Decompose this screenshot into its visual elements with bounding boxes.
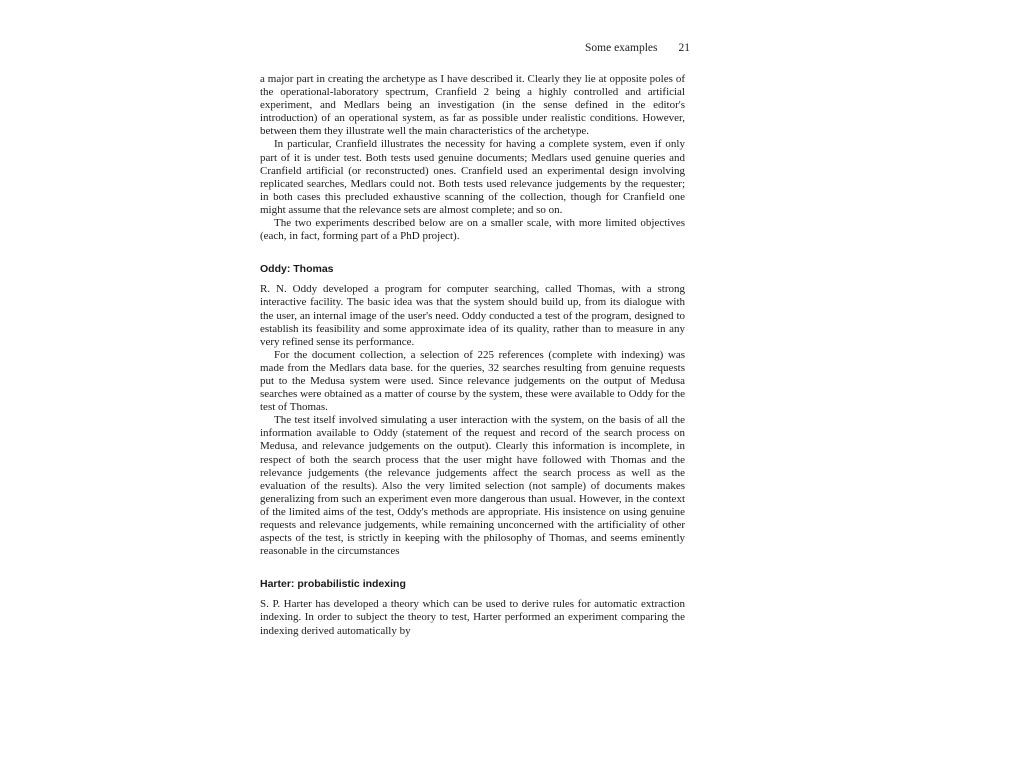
paragraph: The two experiments described below are on a smaller scale, with more limited objectives (each, in fact, forming part of a PhD project). [260,217,685,243]
paragraph: R. N. Oddy developed a program for computer searching, called Thomas, with a strong interactive facility. The basic idea was that the system should build up, from its dialogue with the user, an internal image of the user's need. Oddy conducted a test of the program, designed to establish its feasibility and some approximate idea of its quality, rather than to measure in any very refined sense its performance. [260,283,685,348]
paragraph: a major part in creating the archetype as I have described it. Clearly they lie at opposite poles of the operational-laboratory spectrum, Cranfield 2 being a highly controlled and artificial experiment, and Medlars being an investigation (in the sense defined in the editor's introduction) of an operational system, as far as possible under realistic conditions. However, between them they illustrate well the main characteristics of the archetype. [260,73,685,138]
page-body [260,73,685,638]
paragraph: In particular, Cranfield illustrates the necessity for having a complete system, even if only part of it is under test. Both tests used genuine documents; Medlars used genuine queries and Cranfield artificial (or reconstructed) ones. Cranfield used an experimental design involving replicated searches, Medlars could not. Both tests used relevance judgements by the requester; in both cases this precluded exhaustive scanning of the collection, though for Cranfield one might assume that the relevance sets are almost complete; and so on. [260,138,685,216]
paragraph: The test itself involved simulating a user interaction with the system, on the basis of all the information available to Oddy (statement of the request and record of the search process on Medusa, and relevance judgements on the output). Clearly this information is incomplete, in respect of both the search process that the user might have followed with Thomas and the relevance judgements (the relevance judgements affect the search process as well as the evaluation of the results). Also the very limited selection (not sample) of documents makes generalizing from such an experiment even more dangerous than usual. However, in the context of the limited aims of the test, Oddy's methods are appropriate. His insistence on using genuine requests and relevance judgements, while remaining unconcerned with the artificiality of other aspects of the test, is strictly in keeping with the philosophy of Thomas, and seems eminently reasonable in the circumstances [260,414,685,558]
section-heading-oddy: Oddy: Thomas [260,263,334,276]
page-number: 21 [678,42,690,54]
running-head [585,42,690,54]
running-head-section: Some examples [585,42,658,54]
paragraph: For the document collection, a selection of 225 references (complete with indexing) was made from the Medlars data base. for the queries, 32 searches resulting from genuine requests put to the Medusa system were used. Since relevance judgements on the output of Medusa searches were obtained as a matter of course by the system, these were available to Oddy for the test of Thomas. [260,348,685,414]
paragraph: S. P. Harter has developed a theory which can be used to derive rules for automatic extraction indexing. In order to subject the theory to test, Harter performed an experiment comparing the indexing derived automatically by [260,598,685,637]
section-heading-harter: Harter: probabilistic indexing [260,578,406,591]
